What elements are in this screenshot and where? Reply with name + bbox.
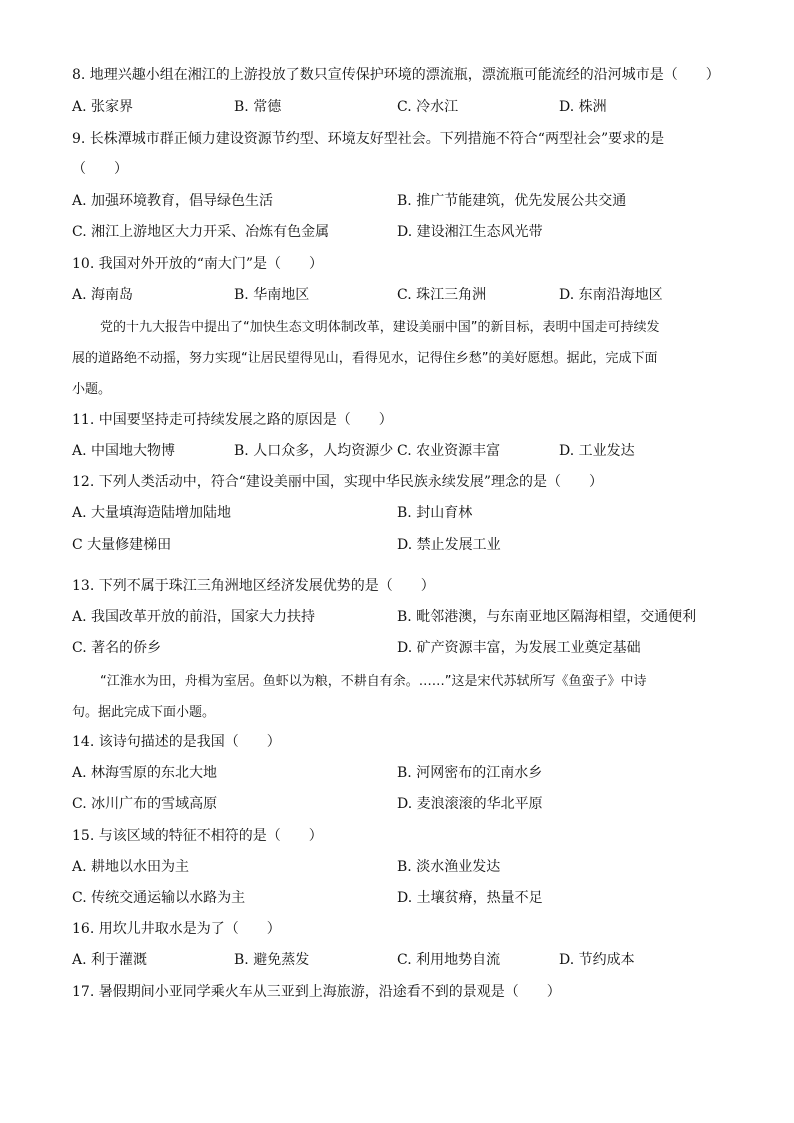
- question-17-stem: 17. 暑假期间小亚同学乘火车从三亚到上海旅游，沿途看不到的景观是（ ）: [72, 984, 561, 1000]
- passage-1-line-3: 小题。: [72, 382, 112, 397]
- q9-option-c[interactable]: C. 湘江上游地区大力开采、冶炼有色金属: [72, 224, 330, 240]
- q15-option-d[interactable]: D. 土壤贫瘠，热量不足: [397, 890, 543, 906]
- q11-option-c[interactable]: C. 农业资源丰富: [397, 443, 501, 459]
- q16-option-d[interactable]: D. 节约成本: [559, 952, 635, 968]
- question-11-stem: 11. 中国要坚持走可持续发展之路的原因是（ ）: [72, 412, 393, 428]
- question-13-stem: 13. 下列不属于珠江三角洲地区经济发展优势的是（ ）: [72, 578, 435, 594]
- q8-option-a[interactable]: A. 张家界: [72, 99, 134, 115]
- q12-option-b[interactable]: B. 封山育林: [397, 505, 473, 521]
- q13-option-d[interactable]: D. 矿产资源丰富，为发展工业奠定基础: [397, 640, 641, 656]
- passage-2-line-1: “江淮水为田，舟楫为室居。鱼虾以为粮，不耕自有余。……”这是宋代苏轼所写《鱼蛮子》中诗: [100, 674, 647, 689]
- q9-option-d[interactable]: D. 建设湘江生态风光带: [397, 224, 543, 240]
- q12-option-a[interactable]: A. 大量填海造陆增加陆地: [72, 505, 232, 521]
- question-16-stem: 16. 用坎儿井取水是为了（ ）: [72, 921, 281, 937]
- q8-option-c[interactable]: C. 冷水江: [397, 99, 459, 115]
- q11-option-a[interactable]: A. 中国地大物博: [72, 443, 176, 459]
- q8-option-b[interactable]: B. 常德: [234, 99, 282, 115]
- q15-option-c[interactable]: C. 传统交通运输以水路为主: [72, 890, 246, 906]
- q14-option-b[interactable]: B. 河网密布的江南水乡: [397, 765, 543, 781]
- q15-option-b[interactable]: B. 淡水渔业发达: [397, 859, 501, 875]
- question-15-stem: 15. 与该区域的特征不相符的是（ ）: [72, 828, 323, 844]
- q11-option-b[interactable]: B. 人口众多，人均资源少: [234, 443, 394, 459]
- q12-option-c[interactable]: C 大量修建梯田: [72, 537, 172, 553]
- question-9-stem-bracket: （ ）: [72, 161, 128, 177]
- q13-option-b[interactable]: B. 毗邻港澳，与东南亚地区隔海相望，交通便利: [397, 609, 697, 625]
- q8-option-d[interactable]: D. 株洲: [559, 99, 607, 115]
- q10-option-b[interactable]: B. 华南地区: [234, 287, 310, 303]
- reading-passage-1: [72, 312, 722, 405]
- question-12-stem: 12. 下列人类活动中，符合“建设美丽中国，实现中华民族永续发展”理念的是（ ）: [72, 474, 604, 490]
- q14-option-a[interactable]: A. 林海雪原的东北大地: [72, 765, 218, 781]
- q10-option-a[interactable]: A. 海南岛: [72, 287, 134, 303]
- q9-option-a[interactable]: A. 加强环境教育，倡导绿色生活: [72, 193, 274, 209]
- q14-option-d[interactable]: D. 麦浪滚滚的华北平原: [397, 796, 543, 812]
- passage-2-line-2: 句。据此完成下面小题。: [72, 705, 216, 720]
- q14-option-c[interactable]: C. 冰川广布的雪域高原: [72, 796, 218, 812]
- q10-option-d[interactable]: D. 东南沿海地区: [559, 287, 663, 303]
- question-9-stem: 9. 长株潭城市群正倾力建设资源节约型、环境友好型社会。下列措施不符合“两型社会”要求的是: [72, 131, 665, 147]
- passage-1-line-1: 党的十九大报告中提出了“加快生态文明体制改革，建设美丽中国”的新目标，表明中国走可持续发: [100, 320, 660, 335]
- question-10-stem: 10. 我国对外开放的“南大门”是（ ）: [72, 256, 324, 272]
- q12-option-d[interactable]: D. 禁止发展工业: [397, 537, 501, 553]
- q10-option-c[interactable]: C. 珠江三角洲: [397, 287, 487, 303]
- question-14-stem: 14. 该诗句描述的是我国（ ）: [72, 734, 281, 750]
- question-8-stem: 8. 地理兴趣小组在湘江的上游投放了数只宣传保护环境的漂流瓶，漂流瓶可能流经的沿河城市是（ ）: [72, 67, 720, 83]
- q13-option-c[interactable]: C. 著名的侨乡: [72, 640, 162, 656]
- reading-passage-2: [72, 666, 722, 728]
- q16-option-b[interactable]: B. 避免蒸发: [234, 952, 310, 968]
- q15-option-a[interactable]: A. 耕地以水田为主: [72, 859, 190, 875]
- q13-option-a[interactable]: A. 我国改革开放的前沿，国家大力扶持: [72, 609, 316, 625]
- q11-option-d[interactable]: D. 工业发达: [559, 443, 635, 459]
- passage-1-line-2: 展的道路绝不动摇，努力实现“让居民望得见山，看得见水，记得住乡愁”的美好愿想。据此，完成下面: [72, 351, 658, 366]
- q9-option-b[interactable]: B. 推广节能建筑，优先发展公共交通: [397, 193, 627, 209]
- q16-option-c[interactable]: C. 利用地势自流: [397, 952, 501, 968]
- q16-option-a[interactable]: A. 利于灌溉: [72, 952, 148, 968]
